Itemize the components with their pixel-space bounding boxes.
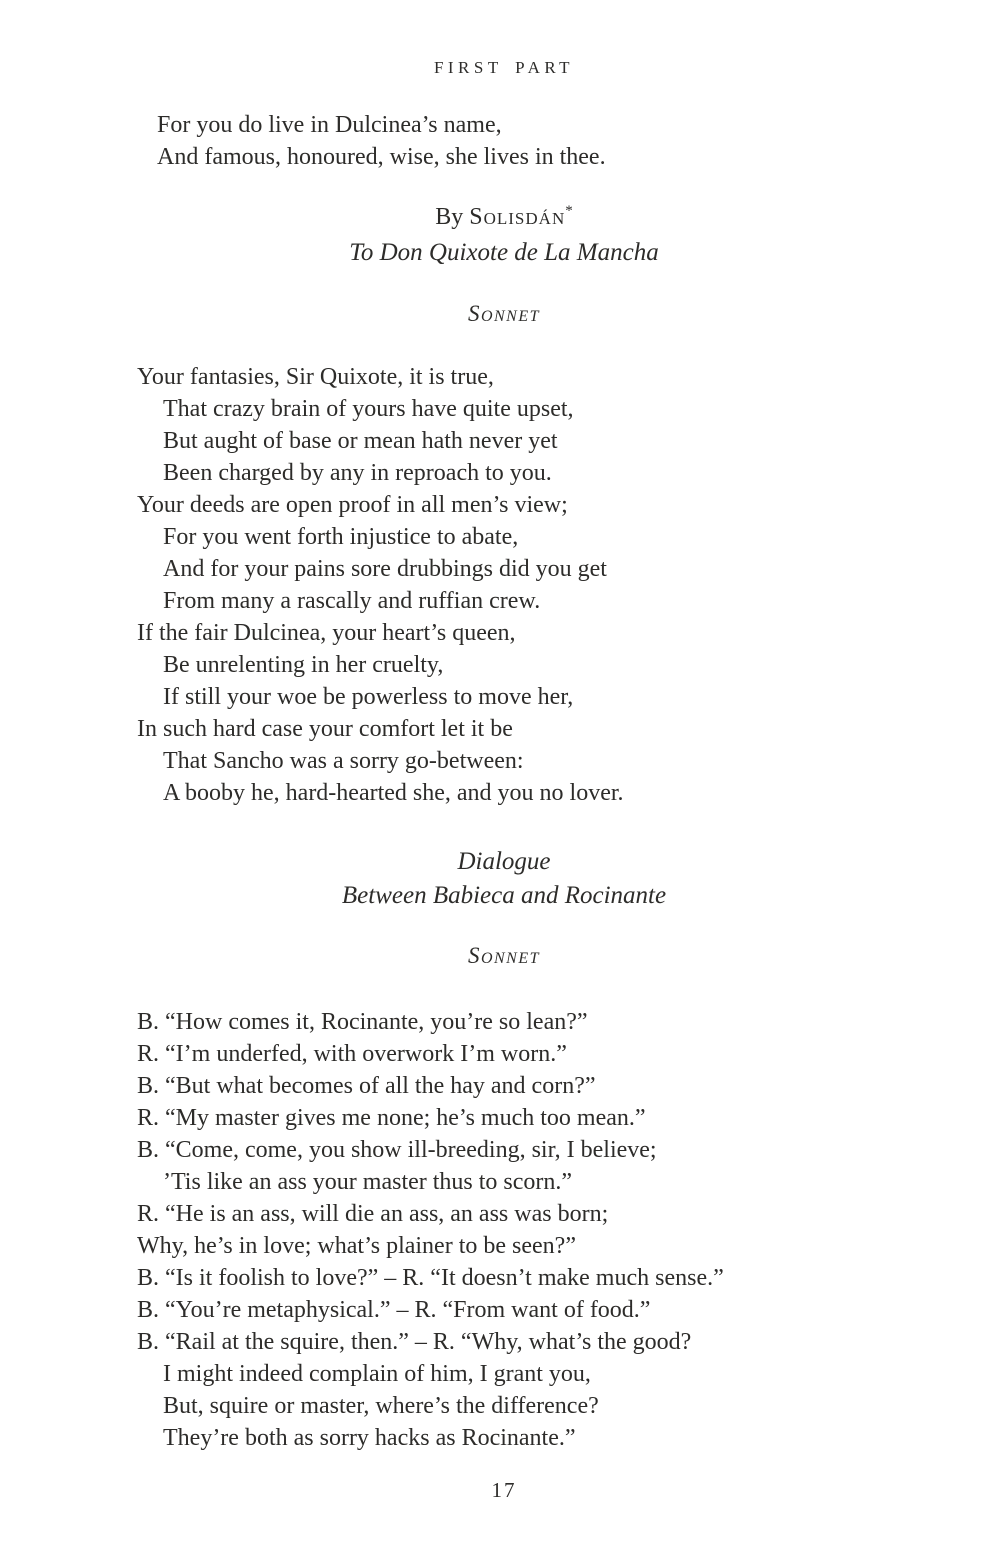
footnote-marker: * (565, 203, 573, 219)
poem-line: B. “Come, come, you show ill-breeding, sir, I believe; (137, 1137, 657, 1163)
poem-line: And famous, honoured, wise, she lives in thee. (157, 144, 606, 170)
attribution-prefix: By (435, 204, 470, 230)
poem-line: Your deeds are open proof in all men’s view; (137, 492, 568, 518)
running-head: FIRST PART (433, 58, 575, 77)
poem-line: ’Tis like an ass your master thus to scorn.” (163, 1169, 573, 1195)
page-number: 17 (491, 1478, 517, 1502)
sonnet-2-body (137, 1006, 724, 1454)
poem-line: If the fair Dulcinea, your heart’s queen, (137, 620, 516, 646)
poem-line: B. “Is it foolish to love?” – R. “It doesn’t make much sense.” (137, 1265, 724, 1291)
poem-line: If still your woe be powerless to move her, (163, 684, 574, 710)
poem-line: B. “Rail at the squire, then.” – R. “Why, what’s the good? (137, 1329, 692, 1355)
poem-line: But aught of base or mean hath never yet (163, 428, 558, 454)
poem-line: Been charged by any in reproach to you. (163, 460, 552, 486)
poem-line: That Sancho was a sorry go-between: (163, 748, 524, 774)
sonnet-heading-2: Sonnet (467, 943, 541, 968)
interlude (0, 845, 1008, 913)
poem-line: B. “But what becomes of all the hay and corn?” (137, 1073, 596, 1099)
sonnet-1-body (137, 361, 624, 809)
poem-line: R. “I’m underfed, with overwork I’m worn.” (137, 1041, 567, 1067)
attribution (0, 200, 1008, 270)
poem-line: And for your pains sore drubbings did you get (163, 556, 607, 582)
interlude-title: Dialogue (457, 848, 551, 875)
interlude-subtitle: Between Babieca and Rocinante (341, 882, 667, 909)
poem-line: I might indeed complain of him, I grant you, (163, 1361, 591, 1387)
poem-line: For you went forth injustice to abate, (163, 524, 519, 550)
poem-line: Your fantasies, Sir Quixote, it is true, (137, 364, 494, 390)
poem-line: For you do live in Dulcinea’s name, (157, 112, 502, 138)
poem-line: That crazy brain of yours have quite upset, (163, 396, 574, 422)
poem-line: B. “You’re metaphysical.” – R. “From want of food.” (137, 1297, 651, 1323)
poem-line: B. “How comes it, Rocinante, you’re so lean?” (137, 1009, 588, 1035)
closing-couplet (157, 109, 606, 173)
attribution-byline (0, 200, 1008, 235)
attribution-author: Solisdán (469, 204, 566, 230)
sonnet-heading-1: Sonnet (467, 301, 541, 326)
poem-line: Be unrelenting in her cruelty, (163, 652, 444, 678)
poem-line: But, squire or master, where’s the difference? (163, 1393, 599, 1419)
poem-line: Why, he’s in love; what’s plainer to be seen?” (137, 1233, 576, 1259)
poem-line: In such hard case your comfort let it be (137, 716, 513, 742)
poem-line: They’re both as sorry hacks as Rocinante.” (163, 1425, 576, 1451)
poem-line: R. “He is an ass, will die an ass, an ass was born; (137, 1201, 609, 1227)
poem-line: A booby he, hard-hearted she, and you no lover. (163, 780, 624, 806)
poem-line: From many a rascally and ruffian crew. (163, 588, 541, 614)
poem-line: R. “My master gives me none; he’s much too mean.” (137, 1105, 646, 1131)
dedication: To Don Quixote de La Mancha (349, 239, 659, 266)
